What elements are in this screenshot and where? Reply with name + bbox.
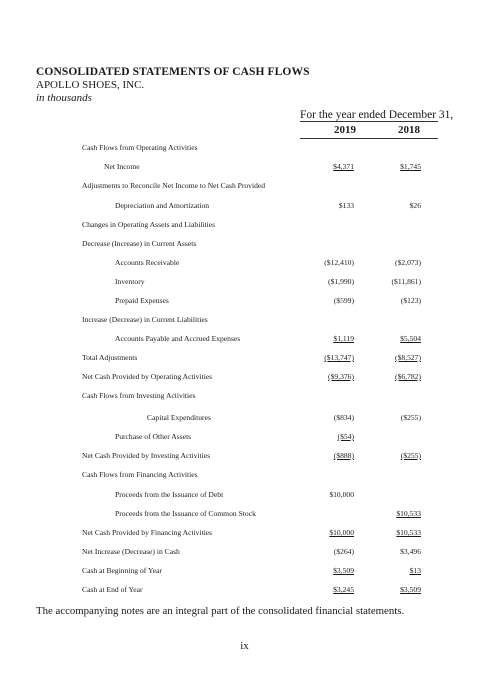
table-row bbox=[0, 315, 489, 327]
table-row bbox=[0, 432, 489, 444]
value-2018: $26 bbox=[409, 201, 421, 210]
table-row bbox=[0, 509, 489, 521]
table-row bbox=[0, 258, 489, 270]
table-row bbox=[0, 490, 489, 502]
column-header-2019: 2019 bbox=[334, 124, 356, 136]
header-rule-top bbox=[300, 121, 438, 122]
company-name: APOLLO SHOES, INC. bbox=[36, 79, 145, 91]
statement-title: CONSOLIDATED STATEMENTS OF CASH FLOWS bbox=[36, 66, 310, 78]
row-label: Net Cash Provided by Operating Activities bbox=[82, 372, 213, 381]
row-label: Cash Flows from Operating Activities bbox=[82, 143, 198, 152]
row-label: Adjustments to Reconcile Net Income to Net Cash Provided bbox=[82, 181, 266, 190]
value-2019: ($12,410) bbox=[324, 258, 354, 267]
row-label: Purchase of Other Assets bbox=[115, 432, 192, 441]
row-label: Depreciation and Amortization bbox=[115, 201, 210, 210]
value-2019: ($599) bbox=[333, 296, 354, 305]
row-label: Inventory bbox=[115, 277, 145, 286]
table-row bbox=[0, 470, 489, 482]
value-2019: $10,000 bbox=[329, 528, 354, 537]
value-2019: ($834) bbox=[333, 413, 354, 422]
row-label: Prepaid Expenses bbox=[115, 296, 169, 305]
row-label: Proceeds from the Issuance of Debt bbox=[115, 490, 224, 499]
value-2019: ($13,747) bbox=[324, 353, 354, 362]
column-header-2018: 2018 bbox=[398, 124, 420, 136]
row-label: Cash Flows from Investing Activities bbox=[82, 391, 196, 400]
value-2018: $3,509 bbox=[400, 585, 421, 594]
row-label: Cash Flows from Financing Activities bbox=[82, 470, 198, 479]
value-2018: ($2,073) bbox=[395, 258, 421, 267]
value-2019: $3,245 bbox=[333, 585, 354, 594]
value-2018: $10,533 bbox=[396, 509, 421, 518]
value-2018: $1,745 bbox=[400, 162, 421, 171]
row-label: Cash at Beginning of Year bbox=[82, 566, 162, 575]
table-row bbox=[0, 296, 489, 308]
row-label: Decrease (Increase) in Current Assets bbox=[82, 239, 197, 248]
table-row bbox=[0, 277, 489, 289]
value-2019: ($54) bbox=[337, 432, 354, 441]
table-row bbox=[0, 181, 489, 193]
row-label: Accounts Payable and Accrued Expenses bbox=[115, 334, 241, 343]
value-2018: $3,496 bbox=[400, 547, 421, 556]
value-2018: ($255) bbox=[400, 413, 421, 422]
value-2019: ($264) bbox=[333, 547, 354, 556]
value-2019: ($1,990) bbox=[328, 277, 354, 286]
table-row bbox=[0, 334, 489, 346]
value-2019: $133 bbox=[338, 201, 354, 210]
row-label: Increase (Decrease) in Current Liabilities bbox=[82, 315, 208, 324]
row-label: Proceeds from the Issuance of Common Stock bbox=[115, 509, 256, 518]
row-label: Net Cash Provided by Investing Activities bbox=[82, 451, 211, 460]
units-note: in thousands bbox=[36, 92, 92, 104]
period-header: For the year ended December 31, bbox=[300, 109, 454, 121]
row-label: Cash at End of Year bbox=[82, 585, 143, 594]
value-2018: ($8,527) bbox=[395, 353, 421, 362]
table-row bbox=[0, 143, 489, 155]
header-rule-bottom bbox=[300, 138, 438, 139]
table-row bbox=[0, 162, 489, 174]
table-row bbox=[0, 353, 489, 365]
value-2018: $10,533 bbox=[396, 528, 421, 537]
value-2018: $5,504 bbox=[400, 334, 421, 343]
value-2019: ($9,376) bbox=[328, 372, 354, 381]
row-label: Net Increase (Decrease) in Cash bbox=[82, 547, 180, 556]
table-row bbox=[0, 566, 489, 578]
row-label: Accounts Receivable bbox=[115, 258, 180, 267]
value-2019: $4,371 bbox=[333, 162, 354, 171]
footnote: The accompanying notes are an integral part of the consolidated financial statements. bbox=[36, 605, 405, 617]
table-row bbox=[0, 220, 489, 232]
row-label: Net Income bbox=[104, 162, 140, 171]
table-row bbox=[0, 372, 489, 384]
table-row bbox=[0, 528, 489, 540]
page-number: ix bbox=[240, 640, 249, 652]
value-2019: $10,000 bbox=[329, 490, 354, 499]
table-row bbox=[0, 547, 489, 559]
value-2019: $3,509 bbox=[333, 566, 354, 575]
table-row bbox=[0, 451, 489, 463]
value-2018: $13 bbox=[409, 566, 421, 575]
row-label: Total Adjustments bbox=[82, 353, 138, 362]
row-label: Changes in Operating Assets and Liabilities bbox=[82, 220, 216, 229]
table-row bbox=[0, 413, 489, 425]
row-label: Capital Expenditures bbox=[147, 413, 211, 422]
table-row bbox=[0, 201, 489, 213]
table-row bbox=[0, 239, 489, 251]
value-2018: ($11,861) bbox=[391, 277, 421, 286]
value-2019: $1,119 bbox=[333, 334, 354, 343]
row-label: Net Cash Provided by Financing Activities bbox=[82, 528, 213, 537]
value-2018: ($255) bbox=[400, 451, 421, 460]
table-row bbox=[0, 585, 489, 597]
value-2018: ($6,782) bbox=[395, 372, 421, 381]
value-2019: ($888) bbox=[333, 451, 354, 460]
value-2018: ($123) bbox=[400, 296, 421, 305]
table-row bbox=[0, 391, 489, 403]
